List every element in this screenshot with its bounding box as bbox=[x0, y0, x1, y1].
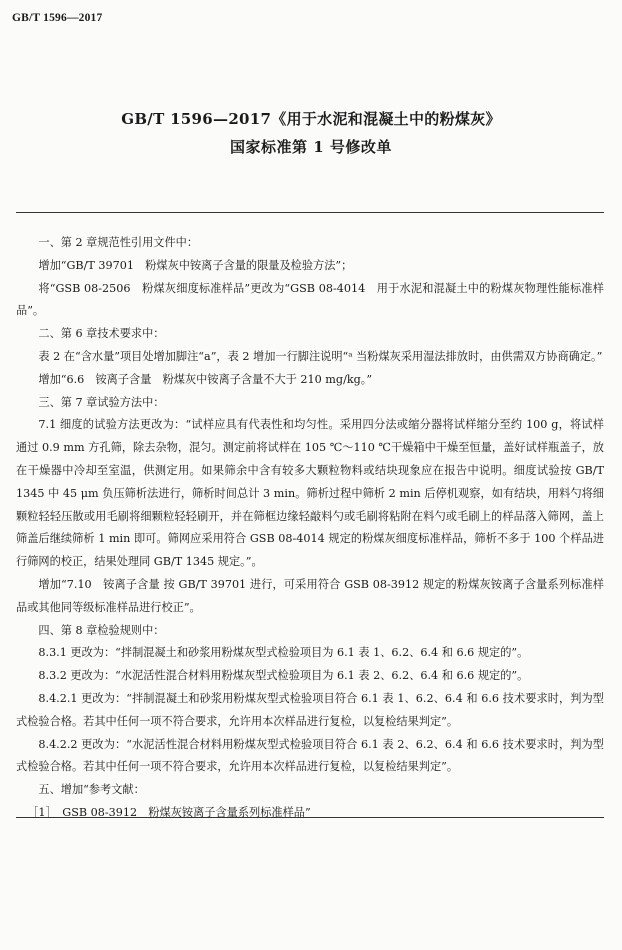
paragraph: 增加“7.10 铵离子含量 按 GB/T 39701 进行，可采用符合 GSB 08-3912 规定的粉煤灰铵离子含量系列标准样品或其他同等级标准样品进行校正”。 bbox=[16, 577, 604, 614]
section-heading: 二、第 6 章技术要求中： bbox=[38, 327, 165, 341]
paragraph: 7.1 细度的试验方法更改为：“试样应具有代表性和均匀性。采用四分法或缩分器将试样缩分至约 100 g，将试样通过 0.9 mm 方孔筛，除去杂物，混匀。测定前将试样在 105 ℃～110 ℃干燥箱中干燥至恒量，盖好试样瓶盖子，放在干燥器中冷却至室温，供测定用。如果筛余中含有较多大颗粒物料或结块现象应在报告中说明。细度试验按 GB/T 1345 中 45 μm 负压筛析法进行，筛析时间总计 3 min。筛析过程中筛析 2 min 后停机观察，如有结块，用料勺将细颗粒轻轻压散或用毛刷将细颗粒轻轻刷开，并在筛框边缘轻敲料勺或毛刷将粘附在料勺或毛刷上的样品落入筛网，盖上筛盖后继续筛析 1 min 即可。筛网应采用符合 GSB 08-4014 规定的粉煤灰细度标准样品，筛析不多于 100 个样品进行筛网的校正，结果处理同 GB/T 1345 规定。”。 bbox=[16, 418, 604, 569]
paragraph: 将“GSB 08-2506 粉煤灰细度标准样品”更改为“GSB 08-4014 用于水泥和混凝土中的粉煤灰物理性能标准样品”。 bbox=[16, 281, 604, 318]
document-title bbox=[0, 108, 622, 158]
title-line-1: GB/T 1596—2017《用于水泥和混凝土中的粉煤灰》 bbox=[121, 110, 501, 128]
paragraph: 8.3.1 更改为：“拌制混凝土和砂浆用粉煤灰型式检验项目为 6.1 表 1、6.2、6.4 和 6.6 规定的”。 bbox=[38, 646, 529, 660]
title-line-2: 国家标准第 1 号修改单 bbox=[230, 138, 392, 156]
section-heading: 五、增加“参考文献： bbox=[38, 783, 145, 797]
section-heading: 三、第 7 章试验方法中： bbox=[38, 395, 165, 409]
reference-item: ［1］ GSB 08-3912 粉煤灰铵离子含量系列标准样品” bbox=[27, 805, 311, 819]
amendment-body bbox=[16, 232, 604, 825]
document-code: GB/T 1596—2017 bbox=[12, 12, 103, 24]
paragraph: 增加“GB/T 39701 粉煤灰中铵离子含量的限量及检验方法”； bbox=[38, 258, 353, 272]
paragraph: 增加“6.6 铵离子含量 粉煤灰中铵离子含量不大于 210 mg/kg。” bbox=[38, 372, 373, 386]
bottom-divider bbox=[16, 817, 604, 818]
section-heading: 四、第 8 章检验规则中： bbox=[38, 623, 165, 637]
top-divider bbox=[16, 212, 604, 213]
paragraph: 表 2 在“含水量”项目处增加脚注“a”，表 2 增加一行脚注说明“ᵃ 当粉煤灰采用湿法排放时，由供需双方协商确定。” bbox=[38, 349, 603, 363]
paragraph: 8.4.2.1 更改为：“拌制混凝土和砂浆用粉煤灰型式检验项目符合 6.1 表 1、6.2、6.4 和 6.6 技术要求时，判为型式检验合格。若其中任何一项不符合要求，允许用本次样品进行复检，以复检结果判定”。 bbox=[16, 691, 604, 728]
section-heading: 一、第 2 章规范性引用文件中： bbox=[38, 236, 199, 249]
paragraph: 8.3.2 更改为：“水泥活性混合材料用粉煤灰型式检验项目为 6.1 表 2、6.2、6.4 和 6.6 规定的”。 bbox=[38, 669, 529, 683]
paragraph: 8.4.2.2 更改为：“水泥活性混合材料用粉煤灰型式检验项目符合 6.1 表 2、6.2、6.4 和 6.6 技术要求时，判为型式检验合格。若其中任何一项不符合要求，允许用本次样品进行复检，以复检结果判定”。 bbox=[16, 737, 604, 774]
